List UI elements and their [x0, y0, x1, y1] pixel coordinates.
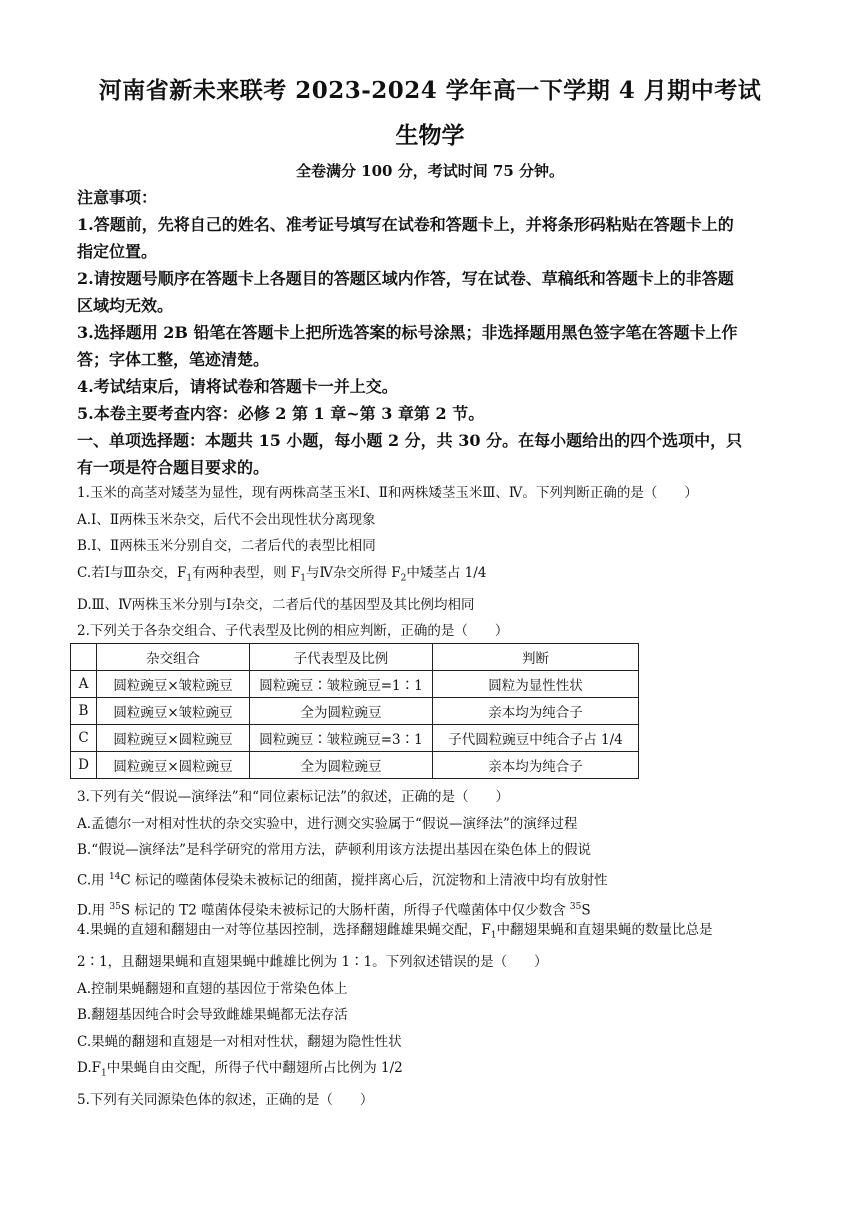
q1-option-a: A.Ⅰ、Ⅱ两株玉米杂交，后代不会出现性状分离现象 [77, 511, 376, 528]
notice-line: 5.本卷主要考查内容：必修 2 第 1 章~第 3 章第 2 节。 [77, 404, 485, 423]
table-cell: 圆粒为显性性状 [433, 671, 639, 698]
table-row [71, 698, 639, 725]
table-cell: 子代圆粒豌豆中纯合子占 1/4 [433, 725, 639, 752]
exam-subject: 生物学 [395, 122, 465, 149]
table-cell: 圆粒豌豆×圆粒豌豆 [97, 752, 250, 779]
table-cell: 圆粒豌豆×皱粒豌豆 [97, 671, 250, 698]
q1-option-b: B.Ⅰ、Ⅱ两株玉米分别自交，二者后代的表型比相同 [77, 538, 376, 554]
table-cell: 亲本均为纯合子 [433, 698, 639, 725]
notice-line: 2.请按题号顺序在答题卡上各题目的答题区域内作答，写在试卷、草稿纸和答题卡上的非答题 [77, 269, 734, 288]
q4-option-a: A.控制果蝇翻翅和直翅的基因位于常染色体上 [77, 980, 348, 997]
q4-option-b: B.翻翅基因纯合时会导致雌雄果蝇都无法存活 [77, 1007, 348, 1024]
table-cell: 全为圆粒豌豆 [250, 752, 433, 779]
notices [77, 184, 789, 481]
table-row [71, 725, 639, 752]
question-3 [77, 784, 789, 924]
table-cell: 全为圆粒豌豆 [250, 698, 433, 725]
q4-stem: 4.果蝇的直翅和翻翅由一对等位基因控制，选择翻翅雌雄果蝇交配，$F_1$中翻翅果蝇和直翅果蝇的数量比总是 [77, 922, 713, 941]
notice-line: 区域均无效。 [77, 296, 174, 315]
table-cell: 圆粒豌豆∶皱粒豌豆=3∶1 [250, 725, 433, 752]
table-cell: 圆粒豌豆×圆粒豌豆 [97, 725, 250, 752]
table-row [71, 752, 639, 779]
q3-option-b: B.“假说—演绎法”是科学研究的常用方法，萨顿利用该方法提出基因在染色体上的假说 [77, 842, 592, 858]
notice-line: 4.考试结束后，请将试卷和答题卡一并上交。 [77, 377, 398, 396]
q4-stem-cont: 2∶1，且翻翅果蝇和直翅果蝇中雌雄比例为 1∶1。下列叙述错误的是（ ） [77, 954, 548, 971]
table-cell: 亲本均为纯合子 [433, 752, 639, 779]
table-row [71, 671, 639, 698]
q3-option-d: D.用 $^{35}$S 标记的 T2 噬菌体侵染未被标记的大肠杆菌，所得子代噬菌体中仅少数含 $^{35}$S [77, 901, 591, 918]
table-header-cell: 子代表型及比例 [250, 644, 433, 671]
score-time-note: 全卷满分 100 分，考试时间 75 分钟。 [295, 162, 565, 180]
notice-line: 3.选择题用 2B 铅笔在答题卡上把所选答案的标号涂黑；非选择题用黑色签字笔在答题卡上作 [77, 323, 738, 342]
notices-heading: 注意事项： [77, 188, 158, 207]
q4-option-c: C.果蝇的翻翅和直翅是一对相对性状，翻翅为隐性性状 [77, 1033, 402, 1050]
q5-stem: 5.下列有关同源染色体的叙述，正确的是（ ） [77, 1092, 374, 1109]
table-cell: D [71, 752, 97, 779]
q1-option-d: D.Ⅲ、Ⅳ两株玉米分别与Ⅰ杂交，二者后代的基因型及其比例均相同 [77, 596, 475, 613]
exam-title: 河南省新未来联考 2023-2024 学年高一下学期 4 月期中考试 [98, 77, 762, 104]
table-header-cell [71, 644, 97, 671]
table-cell: C [71, 725, 97, 752]
question-4 [77, 917, 789, 1114]
q3-option-c: C.用 $^{14}$C 标记的噬菌体侵染未被标记的细菌，搅拌离心后，沉淀物和上清液中均有放射性 [77, 871, 608, 888]
section-heading: 一、单项选择题：本题共 15 小题，每小题 2 分，共 30 分。在每小题给出的四个选项中，只 [77, 431, 743, 450]
q3-stem: 3.下列有关“假说—演绎法”和“同位素标记法”的叙述，正确的是（ ） [77, 789, 509, 805]
table-header-row [71, 644, 639, 671]
notice-line: 1.答题前，先将自己的姓名、准考证号填写在试卷和答题卡上，并将条形码粘贴在答题卡上的 [77, 215, 734, 234]
q3-option-a: A.孟德尔一对相对性状的杂交实验中，进行测交实验属于“假说—演绎法”的演绎过程 [77, 815, 578, 832]
table-cell: 圆粒豌豆∶皱粒豌豆=1∶1 [250, 671, 433, 698]
table-cell: A [71, 671, 97, 698]
q2-table [70, 643, 639, 779]
table-cell: 圆粒豌豆×皱粒豌豆 [97, 698, 250, 725]
q2-stem: 2.下列关于各杂交组合、子代表型及比例的相应判断，正确的是（ ） [77, 623, 509, 640]
table-header-cell: 判断 [433, 644, 639, 671]
question-1 [77, 480, 789, 645]
q1-option-c: C.若Ⅰ与Ⅲ杂交，$F_1$有两种表型，则 $F_1$与Ⅳ杂交所得 $F_2$中矮茎占 1/4 [77, 564, 487, 584]
table-header-cell: 杂交组合 [97, 644, 250, 671]
section-heading-cont: 有一项是符合题目要求的。 [77, 458, 270, 477]
q4-option-d: $D.F_1$中果蝇自由交配，所得子代中翻翅所占比例为 1/2 [77, 1060, 403, 1079]
notice-line: 答；字体工整，笔迹清楚。 [77, 350, 270, 369]
notice-line: 指定位置。 [77, 242, 158, 261]
table-cell: B [71, 698, 97, 725]
q1-stem: 1.玉米的高茎对矮茎为显性，现有两株高茎玉米Ⅰ、Ⅱ和两株矮茎玉米Ⅲ、Ⅳ。下列判断正确的是（ ） [77, 485, 698, 501]
